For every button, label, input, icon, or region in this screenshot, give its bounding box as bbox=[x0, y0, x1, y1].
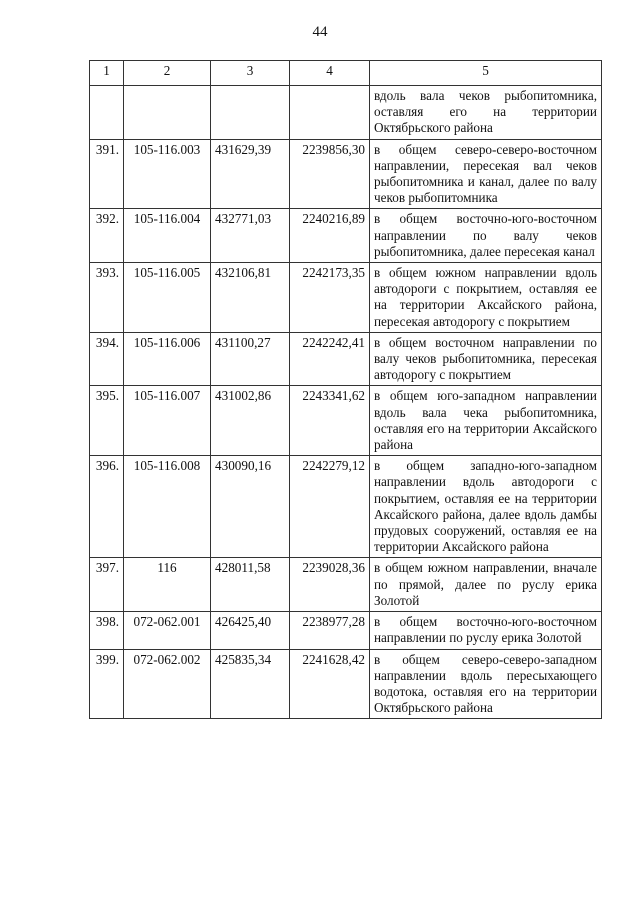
description-cell: в общем северо-северо-восточном направлении, пересекая вал чеков рыбопитомника и канал, далее по валу чеков рыбопитомника bbox=[370, 139, 602, 209]
table-header-row bbox=[90, 61, 602, 86]
empty-cell bbox=[290, 86, 370, 140]
row-number-cell: 397. bbox=[90, 558, 124, 612]
description-cell: в общем юго-западном направлении вдоль вала чека рыбопитомника, оставляя его на территории Аксайского района bbox=[370, 386, 602, 456]
header-cell: 4 bbox=[290, 61, 370, 86]
table-row bbox=[90, 263, 602, 333]
coord-x-cell: 431002,86 bbox=[211, 386, 290, 456]
point-code-cell: 105-116.007 bbox=[124, 386, 211, 456]
coord-y-cell: 2241628,42 bbox=[290, 649, 370, 719]
empty-cell bbox=[211, 86, 290, 140]
empty-cell bbox=[124, 86, 211, 140]
coord-x-cell: 428011,58 bbox=[211, 558, 290, 612]
table-row bbox=[90, 386, 602, 456]
description-cell: в общем восточно-юго-восточном направлении по руслу ерика Золотой bbox=[370, 612, 602, 649]
table-row bbox=[90, 558, 602, 612]
row-number-cell: 396. bbox=[90, 456, 124, 558]
coord-x-cell: 432771,03 bbox=[211, 209, 290, 263]
row-number-cell: 394. bbox=[90, 332, 124, 386]
table-row bbox=[90, 456, 602, 558]
coord-x-cell: 431100,27 bbox=[211, 332, 290, 386]
coord-x-cell: 426425,40 bbox=[211, 612, 290, 649]
row-number-cell: 393. bbox=[90, 263, 124, 333]
description-cell: в общем южном направлении вдоль автодороги с покрытием, оставляя ее на территории Аксайского района, пересекая автодорогу с покрытием bbox=[370, 263, 602, 333]
description-cell: вдоль вала чеков рыбопитомника, оставляя его на территории Октябрьского района bbox=[370, 86, 602, 140]
row-number-cell: 391. bbox=[90, 139, 124, 209]
table-row-continuation bbox=[90, 86, 602, 140]
coord-x-cell: 425835,34 bbox=[211, 649, 290, 719]
point-code-cell: 105-116.005 bbox=[124, 263, 211, 333]
point-code-cell: 105-116.008 bbox=[124, 456, 211, 558]
coord-y-cell: 2243341,62 bbox=[290, 386, 370, 456]
table-row bbox=[90, 332, 602, 386]
table-row bbox=[90, 612, 602, 649]
point-code-cell: 105-116.004 bbox=[124, 209, 211, 263]
row-number-cell: 399. bbox=[90, 649, 124, 719]
description-cell: в общем восточно-юго-восточном направлении по валу чеков рыбопитомника, далее пересекая канал bbox=[370, 209, 602, 263]
description-cell: в общем западно-юго-западном направлении вдоль автодороги с покрытием, оставляя ее на территории Аксайского района, далее вдоль дамбы прудовых сооружений, оставляя ее на территории Аксайского района bbox=[370, 456, 602, 558]
coord-x-cell: 432106,81 bbox=[211, 263, 290, 333]
description-cell: в общем северо-северо-западном направлении вдоль пересыхающего водотока, оставляя его на территории Октябрьского района bbox=[370, 649, 602, 719]
point-code-cell: 105-116.003 bbox=[124, 139, 211, 209]
coord-y-cell: 2239028,36 bbox=[290, 558, 370, 612]
boundary-points-table bbox=[89, 60, 602, 719]
header-cell: 5 bbox=[370, 61, 602, 86]
table-row bbox=[90, 209, 602, 263]
table-row bbox=[90, 139, 602, 209]
coord-y-cell: 2238977,28 bbox=[290, 612, 370, 649]
table-row bbox=[90, 649, 602, 719]
coord-x-cell: 431629,39 bbox=[211, 139, 290, 209]
row-number-cell: 398. bbox=[90, 612, 124, 649]
point-code-cell: 072-062.002 bbox=[124, 649, 211, 719]
coord-y-cell: 2239856,30 bbox=[290, 139, 370, 209]
coord-y-cell: 2242279,12 bbox=[290, 456, 370, 558]
page-number: 44 bbox=[312, 24, 328, 40]
description-cell: в общем восточном направлении по валу чеков рыбопитомника, пересекая автодорогу с покрытием bbox=[370, 332, 602, 386]
point-code-cell: 105-116.006 bbox=[124, 332, 211, 386]
empty-cell bbox=[90, 86, 124, 140]
point-code-cell: 072-062.001 bbox=[124, 612, 211, 649]
coord-y-cell: 2242173,35 bbox=[290, 263, 370, 333]
header-cell: 2 bbox=[124, 61, 211, 86]
point-code-cell: 116 bbox=[124, 558, 211, 612]
coord-x-cell: 430090,16 bbox=[211, 456, 290, 558]
header-cell: 3 bbox=[211, 61, 290, 86]
coord-y-cell: 2240216,89 bbox=[290, 209, 370, 263]
description-cell: в общем южном направлении, вначале по прямой, далее по руслу ерика Золотой bbox=[370, 558, 602, 612]
row-number-cell: 395. bbox=[90, 386, 124, 456]
row-number-cell: 392. bbox=[90, 209, 124, 263]
header-cell: 1 bbox=[90, 61, 124, 86]
coord-y-cell: 2242242,41 bbox=[290, 332, 370, 386]
